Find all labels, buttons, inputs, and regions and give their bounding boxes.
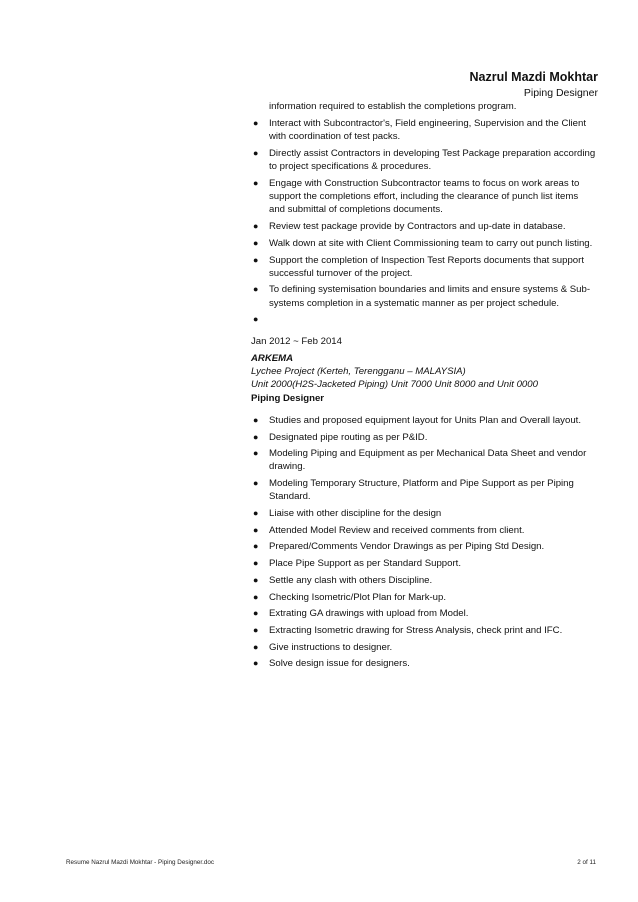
job-units: Unit 2000(H2S-Jacketed Piping) Unit 7000 Unit 8000 and Unit 0000 [251, 379, 538, 391]
bullet-icon: ● [253, 237, 259, 248]
list-item: ● Engage with Construction Subcontractor teams to focus on work areas to support the completions effort, including the clearance of punch list items and submittal of completions documents. [253, 178, 580, 216]
list-item: ● Checking Isometric/Plot Plan for Mark-up. [253, 591, 447, 603]
resume-content [251, 100, 596, 674]
bullet-icon: ● [253, 658, 259, 669]
list-item: ● Give instructions to designer. [253, 641, 393, 653]
bullet-icon: ● [253, 254, 259, 265]
list-item: ● Walk down at site with Client Commissioning team to carry out punch listing. [253, 237, 593, 249]
list-item: ● Review test package provide by Contractors and up-date in database. [253, 221, 566, 233]
list-item: ● Extracting Isometric drawing for Stress Analysis, check print and IFC. [253, 625, 563, 636]
job-company: ARKEMA [251, 353, 294, 365]
bullet-icon: ● [253, 478, 259, 489]
list-item: ● Prepared/Comments Vendor Drawings as per Piping Std Design. [253, 541, 545, 553]
list-item: ● Attended Model Review and received comments from client. [253, 524, 525, 536]
bullet-icon: ● [253, 558, 259, 569]
responsibilities-list [251, 117, 596, 325]
bullet-icon: ● [253, 508, 259, 519]
candidate-title: Piping Designer [523, 87, 598, 99]
list-item: ● Interact with Subcontractor's, Field engineering, Supervision and the Client with coordination of test packs. [253, 118, 587, 143]
bullet-icon: ● [253, 574, 259, 585]
list-item: ● Support the completion of Inspection Test Reports documents that support successful turnover of the project. [253, 254, 585, 279]
footer-filename: Resume Nazrul Mazdi Mokhtar - Piping Designer.doc [66, 859, 215, 866]
list-item: ● Modeling Temporary Structure, Platform and Pipe Support as per Piping Standard. [253, 478, 574, 503]
job-entry [251, 335, 596, 671]
bullet-icon: ● [253, 148, 259, 159]
bullet-icon: ● [253, 641, 259, 652]
job-period: Jan 2012 ~ Feb 2014 [251, 335, 342, 347]
bullet-icon: ● [253, 431, 259, 442]
list-item: ● To defining systemisation boundaries and limits and ensure systems & Sub-systems completion in a systematic manner as per project schedule. [253, 284, 591, 309]
list-item: ● Directly assist Contractors in developing Test Package preparation according to project specifications & procedures. [253, 148, 596, 173]
bullet-icon: ● [253, 608, 259, 619]
job-role: Piping Designer [251, 392, 325, 404]
list-item: ● Extrating GA drawings with upload from Model. [253, 608, 469, 620]
bullet-icon: ● [253, 524, 259, 535]
bullet-icon: ● [253, 314, 259, 325]
bullet-icon: ● [253, 221, 259, 232]
job-project: Lychee Project (Kerteh, Terengganu – MALAYSIA) [251, 366, 466, 378]
list-item: ● Settle any clash with others Discipline. [253, 574, 433, 586]
list-item: ● Modeling Piping and Equipment as per Mechanical Data Sheet and vendor drawing. [253, 448, 587, 473]
bullet-icon: ● [253, 448, 259, 459]
bullet-icon: ● [253, 178, 259, 189]
bullet-icon: ● [253, 118, 259, 129]
footer-page-number: 2 of 11 [577, 859, 596, 866]
list-item: ● Designated pipe routing as per P&ID. [253, 431, 428, 443]
bullet-icon: ● [253, 625, 259, 635]
candidate-name: Nazrul Mazdi Mokhtar [469, 70, 598, 84]
bullet-icon: ● [253, 541, 259, 552]
bullet-icon: ● [253, 414, 259, 425]
page-header [470, 70, 599, 100]
list-item: ● Place Pipe Support as per Standard Support. [253, 558, 461, 570]
job-duties-list [251, 414, 596, 671]
list-item: ● Studies and proposed equipment layout for Units Plan and Overall layout. [253, 414, 581, 426]
bullet-icon: ● [253, 284, 259, 295]
list-item: ● Solve design issue for designers. [253, 658, 410, 670]
continued-text: information required to establish the completions program. [269, 101, 517, 112]
bullet-icon: ● [253, 591, 259, 602]
list-item: ● Liaise with other discipline for the design [253, 508, 442, 520]
